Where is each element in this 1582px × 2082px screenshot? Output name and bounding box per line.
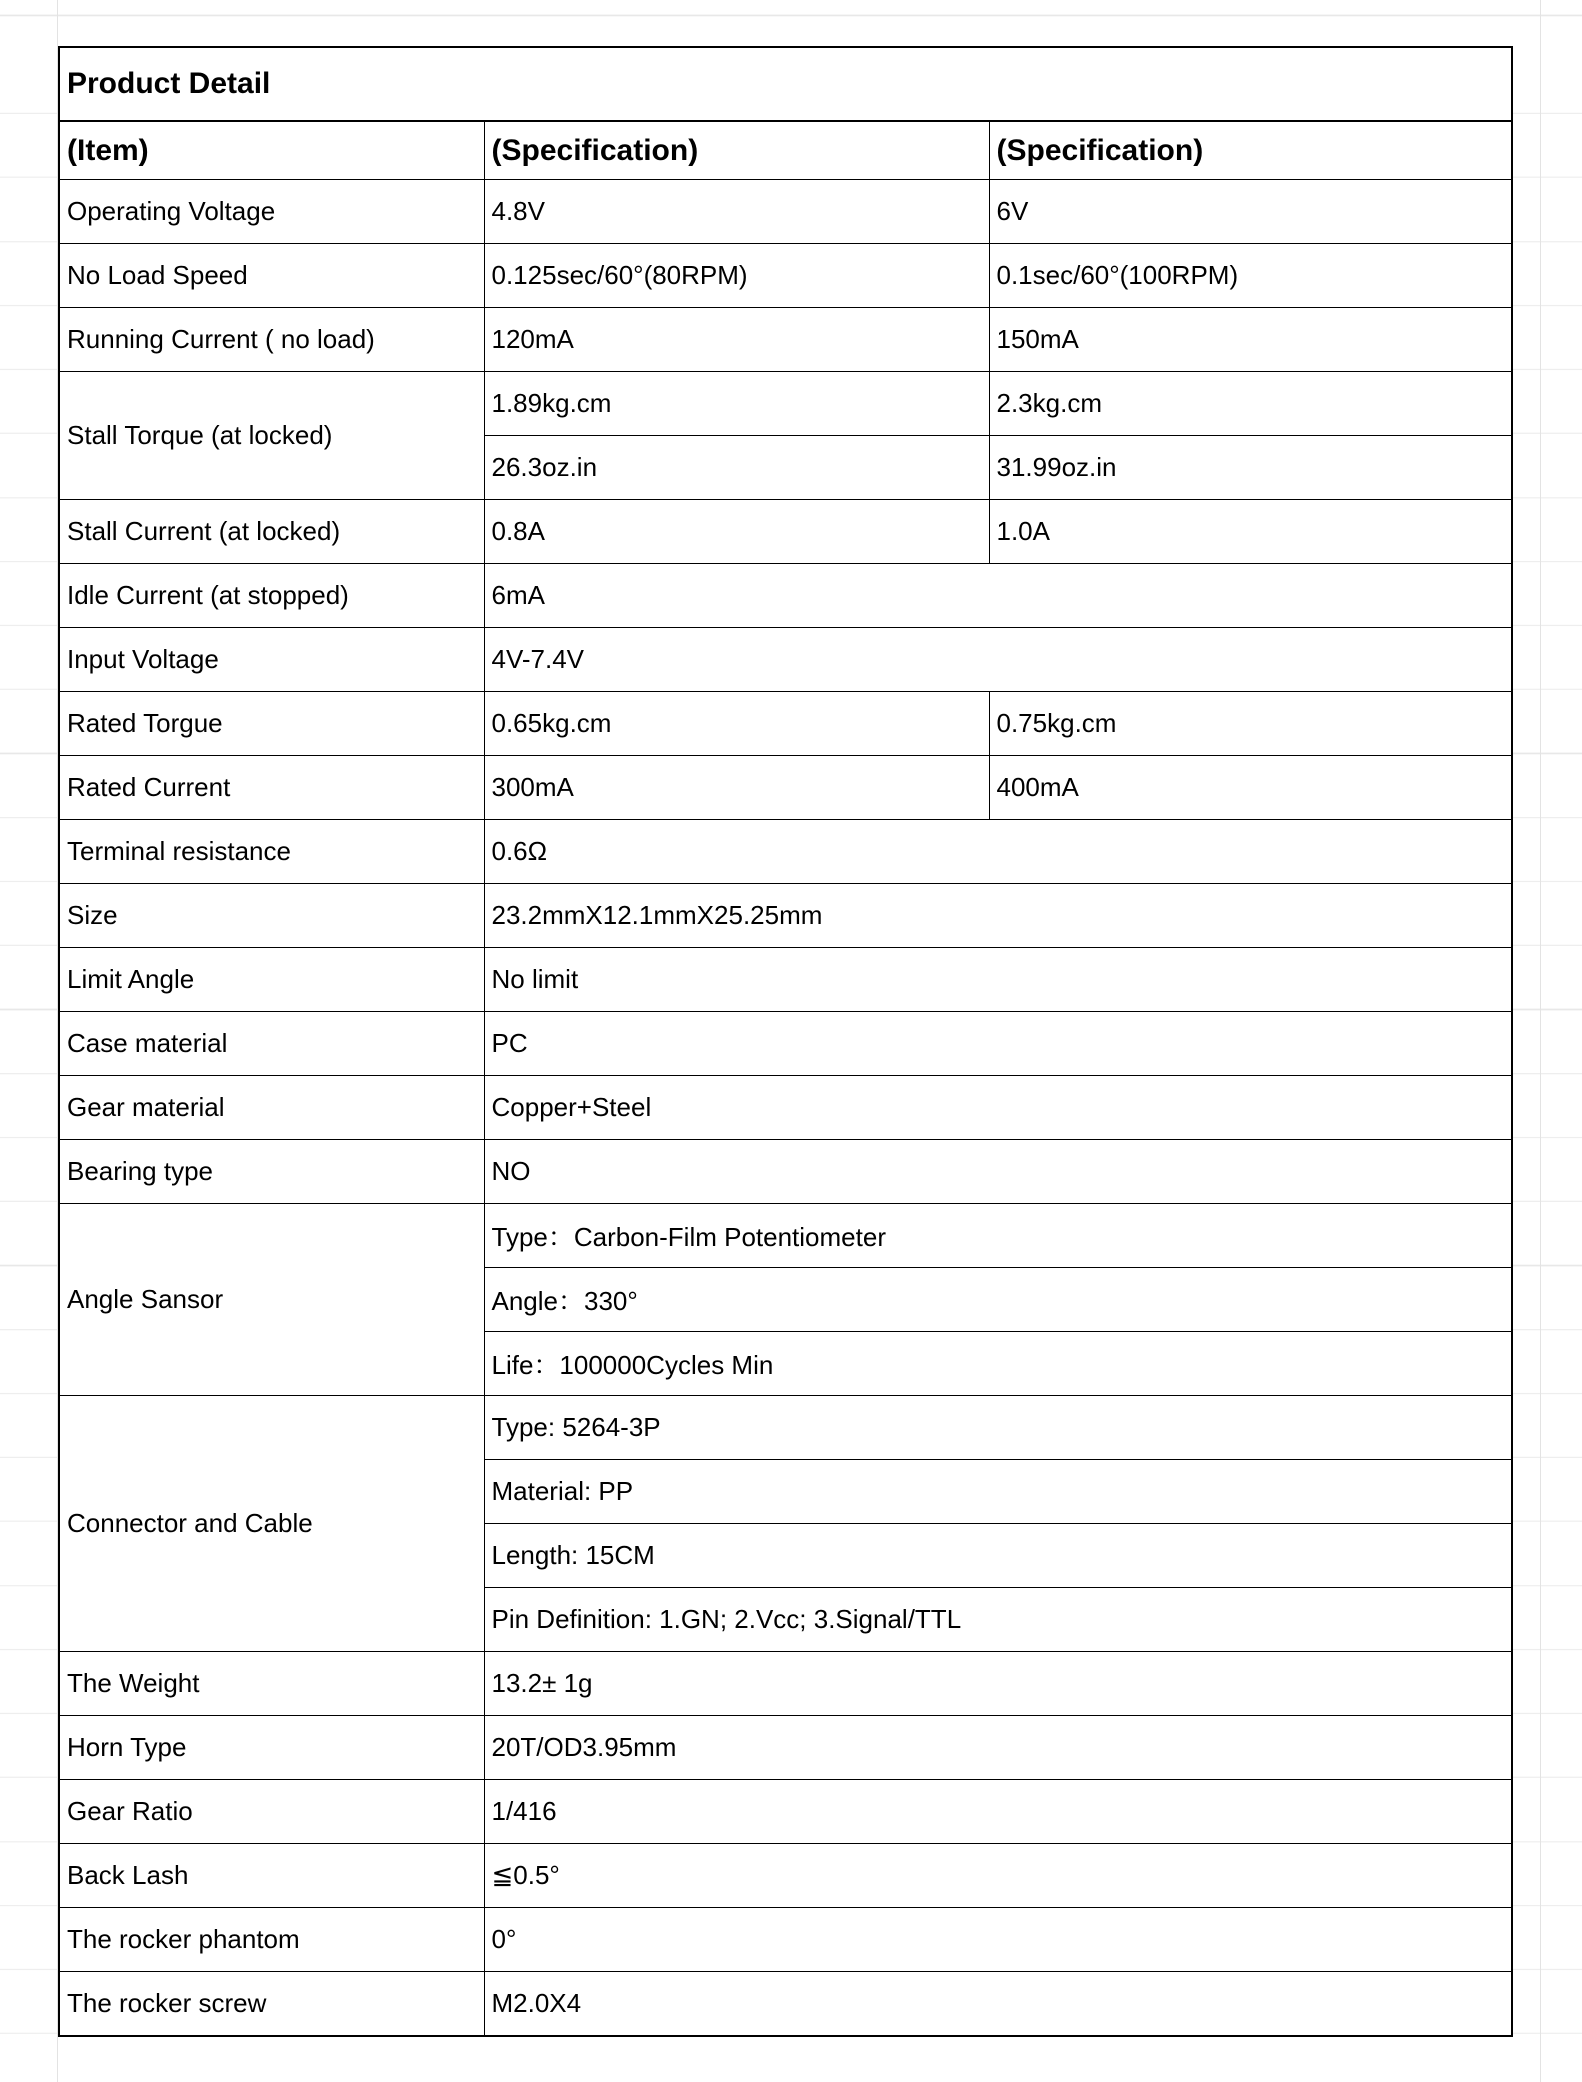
table-row: [59, 1076, 1512, 1140]
spec-value: ≦0.5°: [484, 1844, 1512, 1908]
item-label: Bearing type: [59, 1140, 484, 1204]
item-label: The rocker screw: [59, 1972, 484, 2037]
header-row: [59, 121, 1512, 180]
item-label: Connector and Cable: [59, 1396, 484, 1652]
spec-value: 6V: [989, 180, 1512, 244]
spec-value: 0°: [484, 1908, 1512, 1972]
item-label: Back Lash: [59, 1844, 484, 1908]
item-label: Stall Torque (at locked): [59, 372, 484, 500]
header-spec-2: (Specification): [989, 121, 1512, 180]
table-row: [59, 1972, 1512, 2037]
table-row: [59, 1204, 1512, 1268]
spec-value: 23.2mmX12.1mmX25.25mm: [484, 884, 1512, 948]
table-row: [59, 884, 1512, 948]
spec-value: 4V-7.4V: [484, 628, 1512, 692]
table-row: [59, 756, 1512, 820]
spec-value: 0.6Ω: [484, 820, 1512, 884]
item-label: Horn Type: [59, 1716, 484, 1780]
table-row: [59, 820, 1512, 884]
spec-value: 300mA: [484, 756, 989, 820]
table-row: [59, 1652, 1512, 1716]
spec-value: 2.3kg.cm: [989, 372, 1512, 436]
item-label: Operating Voltage: [59, 180, 484, 244]
spec-value: Type：Carbon-Film Potentiometer: [484, 1204, 1512, 1268]
spec-value: Copper+Steel: [484, 1076, 1512, 1140]
table-row: [59, 308, 1512, 372]
spec-value: 0.8A: [484, 500, 989, 564]
table-row: [59, 1780, 1512, 1844]
spec-value: PC: [484, 1012, 1512, 1076]
item-label: Running Current ( no load): [59, 308, 484, 372]
item-label: Gear Ratio: [59, 1780, 484, 1844]
item-label: Terminal resistance: [59, 820, 484, 884]
title-row: [59, 47, 1512, 121]
spec-value: M2.0X4: [484, 1972, 1512, 2037]
spec-value: Material: PP: [484, 1460, 1512, 1524]
spec-value: 0.65kg.cm: [484, 692, 989, 756]
item-label: The rocker phantom: [59, 1908, 484, 1972]
item-label: Stall Current (at locked): [59, 500, 484, 564]
table-row: [59, 1140, 1512, 1204]
spec-value: 0.1sec/60°(100RPM): [989, 244, 1512, 308]
table-row: [59, 628, 1512, 692]
item-label: Case material: [59, 1012, 484, 1076]
spec-value: 1/416: [484, 1780, 1512, 1844]
item-label: Angle Sansor: [59, 1204, 484, 1396]
item-label: Input Voltage: [59, 628, 484, 692]
spec-value: 20T/OD3.95mm: [484, 1716, 1512, 1780]
spec-value: 6mA: [484, 564, 1512, 628]
table-row: [59, 500, 1512, 564]
table-row: [59, 180, 1512, 244]
table-row: [59, 1716, 1512, 1780]
spec-value: 13.2± 1g: [484, 1652, 1512, 1716]
table-row: [59, 372, 1512, 436]
spec-value: 4.8V: [484, 180, 989, 244]
item-label: Rated Torgue: [59, 692, 484, 756]
table-row: [59, 1908, 1512, 1972]
item-label: Size: [59, 884, 484, 948]
item-label: Limit Angle: [59, 948, 484, 1012]
spec-value: 31.99oz.in: [989, 436, 1512, 500]
table-row: [59, 1396, 1512, 1460]
item-label: The Weight: [59, 1652, 484, 1716]
spec-value: 26.3oz.in: [484, 436, 989, 500]
table-row: [59, 948, 1512, 1012]
table-row: [59, 1844, 1512, 1908]
table-row: [59, 1012, 1512, 1076]
spec-value: 0.75kg.cm: [989, 692, 1512, 756]
spec-value: No limit: [484, 948, 1512, 1012]
table-row: [59, 692, 1512, 756]
item-label: Gear material: [59, 1076, 484, 1140]
spec-value: 1.0A: [989, 500, 1512, 564]
spec-value: NO: [484, 1140, 1512, 1204]
spec-value: 120mA: [484, 308, 989, 372]
spec-value: Length: 15CM: [484, 1524, 1512, 1588]
spec-value: 0.125sec/60°(80RPM): [484, 244, 989, 308]
spec-value: Angle：330°: [484, 1268, 1512, 1332]
item-label: Idle Current (at stopped): [59, 564, 484, 628]
header-spec-1: (Specification): [484, 121, 989, 180]
spec-value: Life：100000Cycles Min: [484, 1332, 1512, 1396]
spec-value: Pin Definition: 1.GN; 2.Vcc; 3.Signal/TTL: [484, 1588, 1512, 1652]
spec-value: 400mA: [989, 756, 1512, 820]
spec-value: 150mA: [989, 308, 1512, 372]
header-item: (Item): [59, 121, 484, 180]
sheet-gridline: [1540, 0, 1541, 2082]
table-row: [59, 564, 1512, 628]
spec-value: Type: 5264-3P: [484, 1396, 1512, 1460]
product-detail-table: [58, 46, 1513, 2037]
spec-value: 1.89kg.cm: [484, 372, 989, 436]
item-label: Rated Current: [59, 756, 484, 820]
item-label: No Load Speed: [59, 244, 484, 308]
table-title: Product Detail: [59, 47, 1512, 121]
table-row: [59, 244, 1512, 308]
